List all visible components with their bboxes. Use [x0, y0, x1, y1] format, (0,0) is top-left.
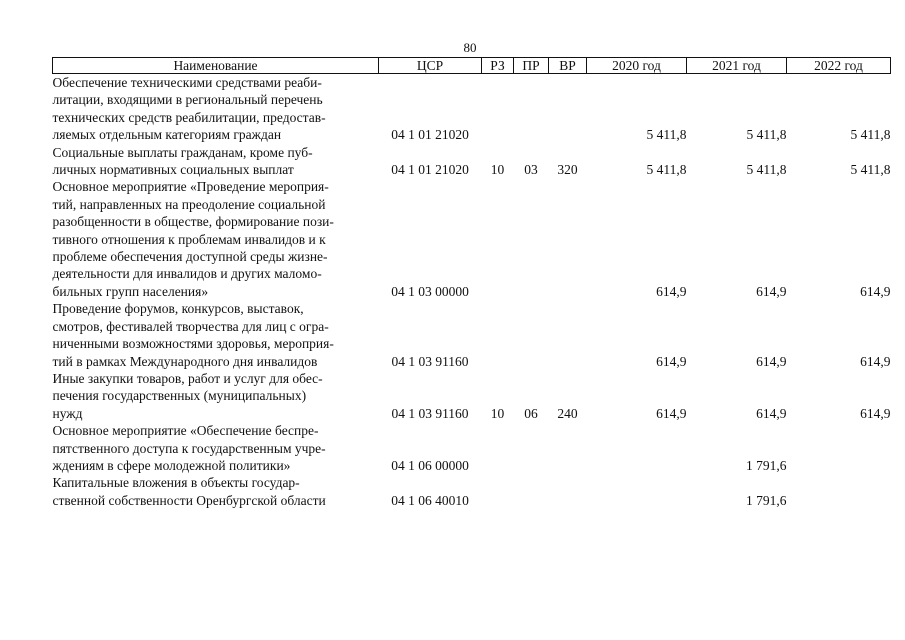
row-name-line: тий в рамках Международного дня инвалидов: [52, 353, 318, 369]
row-year-2021: 5 411,8: [746, 162, 787, 178]
row-year-2021: 5 411,8: [746, 127, 787, 143]
row-pr: [514, 178, 549, 300]
row-name: [53, 370, 379, 422]
row-csr: 04 1 01 21020: [391, 127, 469, 143]
row-vr: [549, 74, 587, 144]
row-vr: [549, 422, 587, 474]
row-pr: 03: [524, 162, 538, 178]
header-pr: ПР: [514, 58, 549, 74]
row-rz: 10: [490, 405, 505, 421]
page-number: 80: [463, 40, 477, 55]
row-name-line: личных нормативных социальных выплат: [52, 162, 294, 178]
row-name-line: технических средств реабилитации, предостав-: [52, 109, 326, 125]
row-name-line: тивного отношения к проблемам инвалидов и к: [52, 231, 326, 247]
row-year-2020: [587, 474, 687, 509]
row-name-line: ждениям в сфере молодежной политики»: [52, 457, 291, 473]
table-row: [53, 300, 891, 370]
row-name-line: литации, входящими в региональный перечень: [52, 92, 323, 108]
table-row: [53, 370, 891, 422]
row-pr: [514, 422, 549, 474]
row-rz: 10: [490, 162, 505, 178]
row-year-2021: 614,9: [756, 353, 787, 369]
row-name: [53, 74, 379, 144]
row-name-line: проблеме обеспечения доступной среды жизне-: [52, 249, 328, 265]
row-pr: [514, 474, 549, 509]
header-row: [53, 58, 891, 74]
header-rz: РЗ: [482, 58, 514, 74]
row-vr: 240: [557, 405, 578, 421]
row-name-line: ственной собственности Оренбургской области: [52, 492, 326, 508]
row-rz: [482, 474, 514, 509]
row-year-2022: [787, 474, 891, 509]
row-csr: 04 1 01 21020: [391, 162, 469, 178]
row-name: [53, 300, 379, 370]
row-csr: 04 1 06 00000: [391, 457, 469, 473]
row-pr: [514, 74, 549, 144]
table-row: [53, 178, 891, 300]
row-year-2020: 614,9: [656, 353, 687, 369]
row-rz: [482, 178, 514, 300]
row-name-line: Основное мероприятие «Проведение мероприя-: [52, 179, 329, 195]
row-name-line: ляемых отдельным категориям граждан: [52, 127, 282, 143]
row-name-line: разобщенности в обществе, формирование пози-: [52, 214, 334, 230]
header-2022: 2022 год: [787, 58, 891, 74]
row-pr: 06: [524, 405, 538, 421]
row-year-2020: 5 411,8: [646, 127, 687, 143]
row-year-2022: 5 411,8: [850, 162, 891, 178]
row-csr: 04 1 06 40010: [391, 492, 469, 508]
row-year-2022: 614,9: [860, 405, 891, 421]
table-row: [53, 74, 891, 144]
table-body: [53, 74, 891, 510]
row-name-line: Обеспечение техническими средствами реаби-: [52, 75, 322, 90]
row-name-line: деятельности для инвалидов и других маломо-: [52, 266, 322, 282]
row-name-line: Основное мероприятие «Обеспечение беспре-: [52, 423, 319, 439]
header-2021: 2021 год: [687, 58, 787, 74]
budget-table: [52, 57, 891, 509]
row-rz: [482, 300, 514, 370]
row-name: [53, 422, 379, 474]
header-name: Наименование: [53, 58, 379, 74]
row-year-2021: 614,9: [756, 405, 787, 421]
row-name-line: бильных групп населения»: [52, 283, 209, 299]
row-name-line: смотров, фестивалей творчества для лиц с огра-: [52, 318, 329, 334]
row-year-2020: 614,9: [656, 283, 687, 299]
row-csr: 04 1 03 91160: [391, 405, 469, 421]
row-year-2021: 1 791,6: [746, 492, 787, 508]
row-name-line: Проведение форумов, конкурсов, выставок,: [52, 301, 304, 317]
table-row: [53, 474, 891, 509]
row-name: [53, 144, 379, 179]
row-name-line: пятственного доступа к государственным учре-: [52, 440, 326, 456]
row-name-line: Иные закупки товаров, работ и услуг для обес-: [52, 370, 323, 386]
row-vr: [549, 474, 587, 509]
row-year-2022: 614,9: [860, 353, 891, 369]
row-name: [53, 178, 379, 300]
row-name-line: тий, направленных на преодоление социальной: [52, 196, 326, 212]
row-vr: [549, 178, 587, 300]
row-year-2022: 5 411,8: [850, 127, 891, 143]
row-csr: 04 1 03 91160: [391, 353, 469, 369]
header-csr: ЦСР: [379, 58, 482, 74]
header-vr: ВР: [549, 58, 587, 74]
row-rz: [482, 422, 514, 474]
row-year-2020: 614,9: [656, 405, 687, 421]
row-name-line: нужд: [52, 405, 83, 421]
row-name-line: Капитальные вложения в объекты государ-: [52, 475, 300, 491]
row-vr: 320: [557, 162, 578, 178]
row-rz: [482, 74, 514, 144]
row-csr: 04 1 03 00000: [391, 283, 469, 299]
table-row: [53, 422, 891, 474]
row-name: [53, 474, 379, 509]
row-vr: [549, 300, 587, 370]
header-2020: 2020 год: [587, 58, 687, 74]
row-year-2022: 614,9: [860, 283, 891, 299]
row-year-2021: 614,9: [756, 283, 787, 299]
row-year-2020: 5 411,8: [646, 162, 687, 178]
row-pr: [514, 300, 549, 370]
row-name-line: печения государственных (муниципальных): [52, 388, 307, 404]
row-year-2022: [787, 422, 891, 474]
row-name-line: ниченными возможностями здоровья, мероприя-: [52, 336, 334, 352]
row-name-line: Социальные выплаты гражданам, кроме пуб-: [52, 144, 313, 160]
row-year-2021: 1 791,6: [746, 457, 787, 473]
table-row: [53, 144, 891, 179]
row-year-2020: [587, 422, 687, 474]
